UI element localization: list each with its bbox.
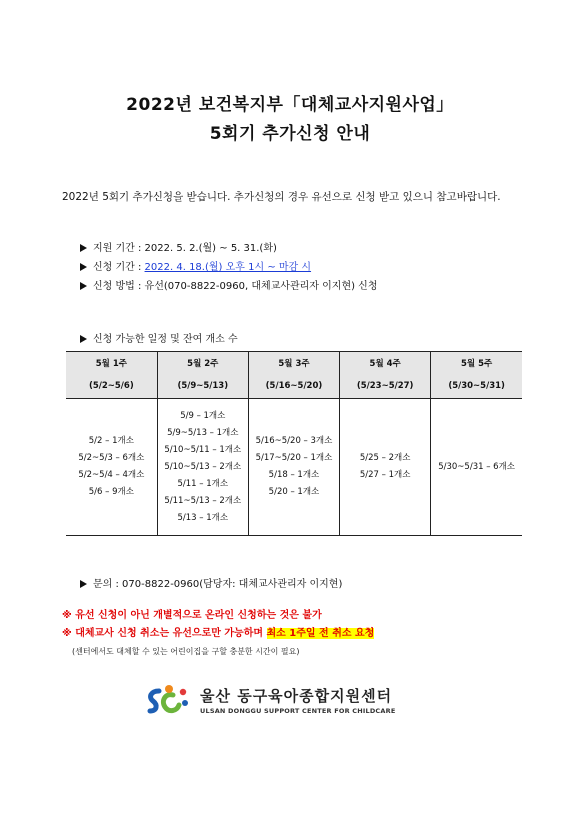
week-range: (5/30~5/31): [448, 381, 505, 391]
info-list: [80, 239, 378, 296]
application-method-label: 신청 방법 :: [93, 281, 145, 292]
schedule-table: [66, 351, 522, 536]
week-header: [248, 352, 339, 399]
page-title: 2022년 보건복지부「대체교사지원사업」: [126, 95, 454, 115]
schedule-body-row: [66, 399, 522, 536]
slot-entry: 5/2 – 1개소: [88, 436, 134, 446]
triangle-bullet-icon: [80, 282, 87, 290]
week-range: (5/16~5/20): [265, 381, 323, 391]
triangle-bullet-icon: [80, 263, 87, 271]
application-method-value: 유선(070-8822-0960, 대체교사관리자 이지현) 신청: [144, 281, 378, 292]
week-range: (5/9~5/13): [177, 381, 229, 391]
week-cell: [431, 399, 522, 536]
intro-paragraph: 2022년 5회기 추가신청을 받습니다. 추가신청의 경우 유선으로 신청 받고 있으니 참고바랍니다.: [62, 191, 501, 203]
slot-entry: 5/20 – 1개소: [268, 487, 320, 497]
cancellation-highlight: 최소 1주일 전 취소 요청: [266, 628, 375, 639]
cancellation-note-text: ※ 대체교사 신청 취소는 유선으로만 가능하며: [62, 628, 267, 639]
week-range: (5/2~5/6): [88, 381, 134, 391]
slot-entry: 5/25 – 2개소: [359, 453, 411, 463]
center-logo-mark-icon: [145, 683, 191, 719]
notes-block: [62, 607, 374, 661]
week-cell: [248, 399, 339, 536]
schedule-heading-text: 신청 가능한 일정 및 잔여 개소 수: [93, 334, 238, 345]
week-cell: [340, 399, 431, 536]
center-logo: [145, 683, 415, 723]
slot-entry: 5/9 – 1개소: [180, 410, 226, 421]
cancellation-note: [62, 625, 374, 643]
slot-entry: 5/9~5/13 – 1개소: [167, 427, 239, 438]
online-not-allowed-note: ※ 유선 신청이 아닌 개별적으로 온라인 신청하는 것은 불가: [62, 610, 322, 621]
schedule-header-row: [66, 352, 522, 399]
week-label: 5월 3주: [278, 359, 310, 369]
week-label: 5월 4주: [369, 359, 401, 369]
week-header: [431, 352, 522, 399]
week-cell: [157, 399, 248, 536]
application-period-label: 신청 기간 :: [93, 262, 145, 273]
week-range: (5/23~5/27): [356, 381, 414, 391]
slot-entry: 5/10~5/13 – 2개소: [164, 461, 242, 472]
slot-entry: 5/11 – 1개소: [177, 478, 229, 489]
center-name-english: ULSAN DONGGU SUPPORT CENTER FOR CHILDCARE: [200, 707, 396, 715]
slot-entry: 5/13 – 1개소: [177, 512, 229, 523]
application-method-item: [80, 277, 378, 296]
week-cell: [66, 399, 157, 536]
slot-entry: 5/18 – 1개소: [268, 470, 320, 480]
triangle-bullet-icon: [80, 335, 87, 343]
slot-entry: 5/17~5/20 – 1개소: [255, 453, 333, 463]
support-period-item: [80, 239, 378, 258]
slot-entry: 5/10~5/11 – 1개소: [164, 444, 242, 455]
support-period-value: 2022. 5. 2.(월) ~ 5. 31.(화): [144, 243, 277, 254]
week-label: 5월 1주: [95, 359, 127, 369]
slot-entry: 5/6 – 9개소: [88, 487, 134, 497]
slot-entry: 5/2~5/4 – 4개소: [78, 470, 145, 480]
application-period-link[interactable]: 2022. 4. 18.(월) 오후 1시 ~ 마감 시: [144, 262, 312, 273]
triangle-bullet-icon: [80, 244, 87, 252]
slot-entry: 5/30~5/31 – 6개소: [438, 461, 516, 472]
application-period-item: [80, 258, 378, 277]
week-label: 5월 2주: [187, 359, 219, 369]
week-header: [157, 352, 248, 399]
time-needed-note: (센터에서도 대체할 수 있는 어린이집을 구할 충분한 시간이 필요): [72, 647, 300, 656]
schedule-heading: [80, 330, 238, 345]
slot-entry: 5/16~5/20 – 3개소: [255, 436, 333, 446]
week-header: [66, 352, 157, 399]
support-period-label: 지원 기간 :: [93, 243, 145, 254]
slot-entry: 5/11~5/13 – 2개소: [164, 495, 242, 506]
slot-entry: 5/2~5/3 – 6개소: [78, 453, 145, 463]
week-header: [340, 352, 431, 399]
contact-text: 문의 : 070-8822-0960(담당자: 대체교사관리자 이지현): [93, 579, 343, 590]
slot-entry: 5/27 – 1개소: [359, 470, 411, 480]
triangle-bullet-icon: [80, 580, 87, 588]
contact-line: [80, 575, 342, 590]
page-subtitle: 5회기 추가신청 안내: [209, 124, 371, 144]
week-label: 5월 5주: [461, 359, 493, 369]
center-name-korean: 울산 동구육아종합지원센터: [200, 687, 393, 705]
